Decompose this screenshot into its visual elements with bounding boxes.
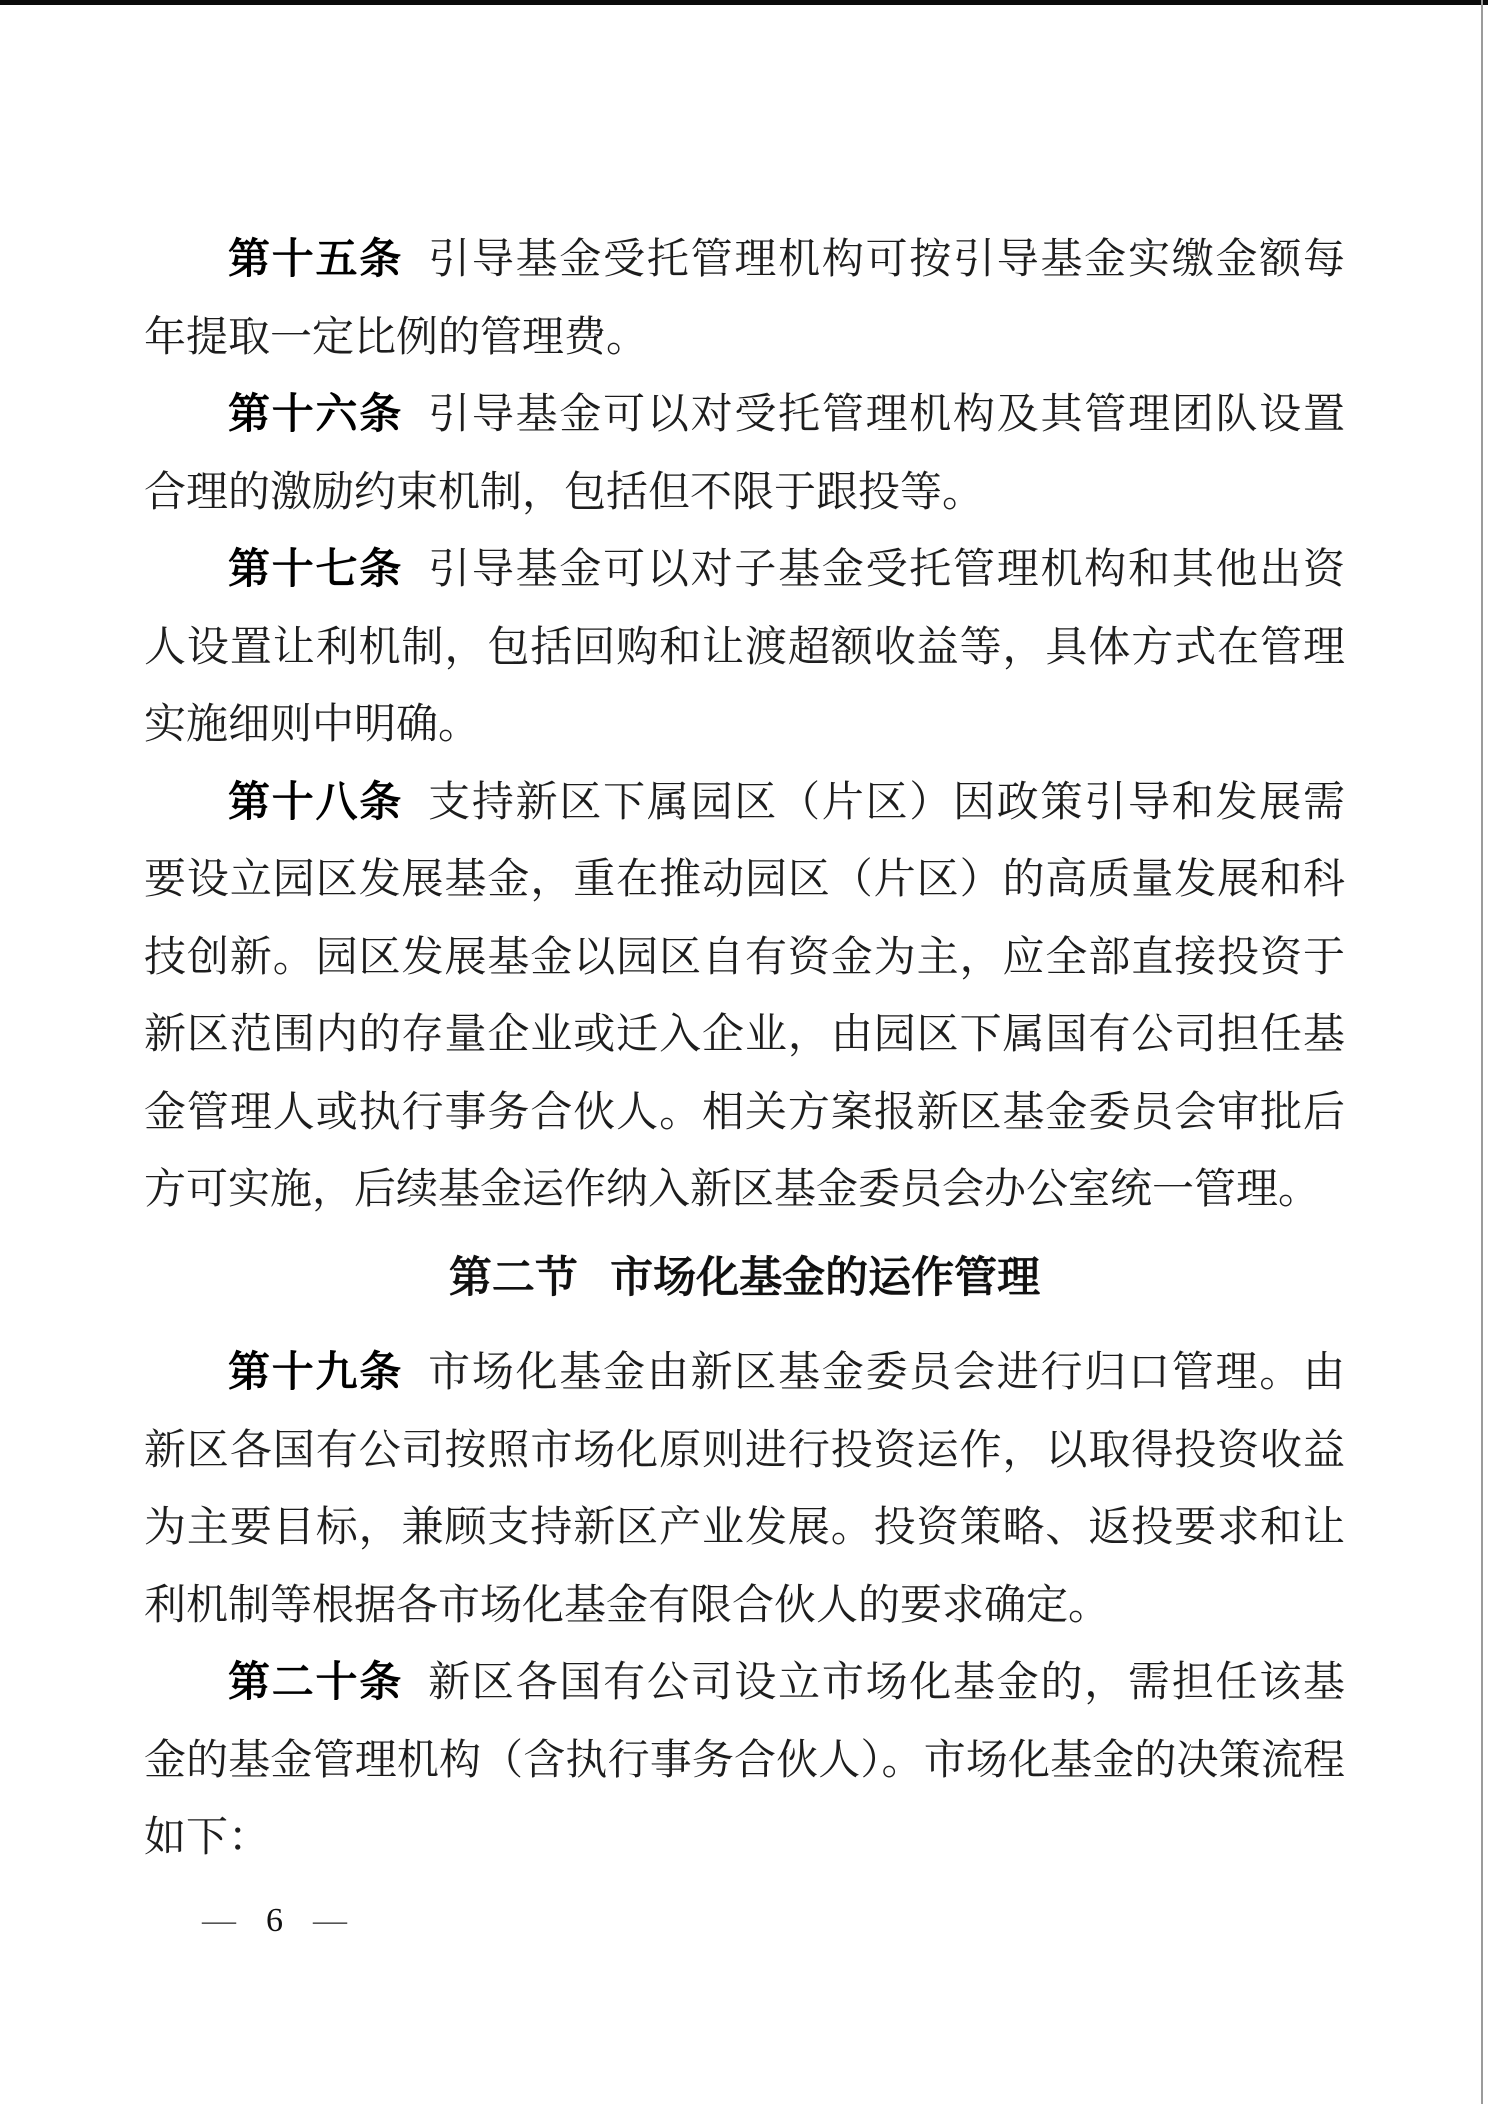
scan-edge-right-line	[1481, 0, 1483, 2104]
article-18-text: 支持新区下属园区（片区）因政策引导和发展需要设立园区发展基金，重在推动园区（片区）的高质量发展和科技创新。园区发展基金以园区自有资金为主，应全部直接投资于新区范围内的存量企业或迁入企业，由园区下属国有公司担任基金管理人或执行事务合伙人。相关方案报新区基金委员会审批后方可实施，后续基金运作纳入新区基金委员会办公室统一管理。	[144, 779, 1345, 1213]
article-17-paragraph	[144, 532, 1345, 765]
article-17-number: 第十七条	[228, 547, 403, 593]
article-20-number: 第二十条	[228, 1660, 403, 1706]
article-19-number: 第十九条	[228, 1350, 403, 1396]
section-title: 市场化基金的运作管理	[610, 1254, 1041, 1302]
article-15-paragraph	[144, 222, 1345, 377]
page-footer	[202, 1900, 1345, 1942]
section-number: 第二节	[448, 1254, 578, 1302]
article-15-number: 第十五条	[228, 237, 403, 283]
article-16-text: 引导基金可以对受托管理机构及其管理团队设置合理的激励约束机制，包括但不限于跟投等。	[144, 392, 1345, 516]
scan-edge-top	[0, 0, 1488, 5]
page-number-dash-right: —	[313, 1901, 347, 1939]
article-20-paragraph	[144, 1645, 1345, 1878]
article-20-text: 新区各国有公司设立市场化基金的，需担任该基金的基金管理机构（含执行事务合伙人）。市场化基金的决策流程如下：	[144, 1660, 1345, 1861]
article-19-paragraph	[144, 1335, 1345, 1645]
article-15-text: 引导基金受托管理机构可按引导基金实缴金额每年提取一定比例的管理费。	[144, 237, 1345, 361]
page-number: 6	[266, 1901, 283, 1939]
article-19-text: 市场化基金由新区基金委员会进行归口管理。由新区各国有公司按照市场化原则进行投资运作，以取得投资收益为主要目标，兼顾支持新区产业发展。投资策略、返投要求和让利机制等根据各市场化基金有限合伙人的要求确定。	[144, 1350, 1345, 1629]
document-body	[144, 222, 1345, 1942]
page-number-dash-left: —	[202, 1901, 236, 1939]
article-18-paragraph	[144, 765, 1345, 1230]
article-17-text: 引导基金可以对子基金受托管理机构和其他出资人设置让利机制，包括回购和让渡超额收益等，具体方式在管理实施细则中明确。	[144, 547, 1345, 748]
article-18-number: 第十八条	[228, 779, 403, 826]
section-heading	[144, 1240, 1345, 1318]
article-16-number: 第十六条	[228, 392, 403, 438]
article-16-paragraph	[144, 377, 1345, 532]
